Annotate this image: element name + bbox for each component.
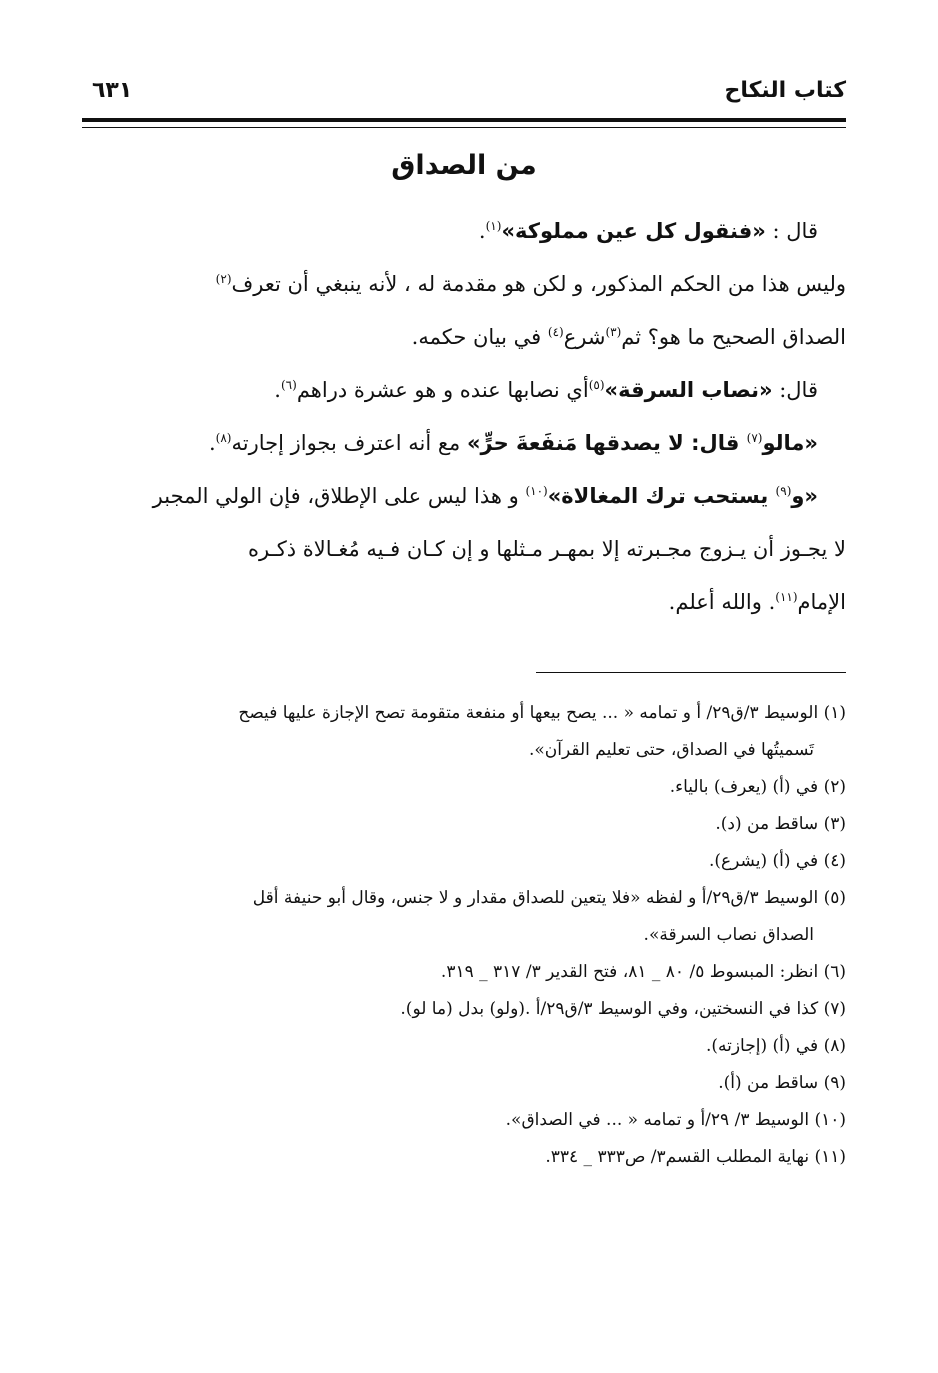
- text-line: [82, 523, 846, 576]
- footnote-ref: (٩): [775, 484, 792, 498]
- text-span: .: [478, 219, 486, 243]
- text-span: شرع: [563, 325, 606, 349]
- text-span: مع أنه اعترف بجواز إجارته: [231, 431, 467, 455]
- footnote-ref: (١٠): [525, 484, 548, 498]
- footnote-ref: (١): [485, 219, 502, 233]
- text-span: .: [208, 431, 216, 455]
- chapter-title: كتاب النكاح: [724, 78, 846, 103]
- quoted-matn: «و: [791, 484, 818, 508]
- footnote-ref: (٧): [746, 431, 763, 445]
- footnote: (٨) في (أ) (إجازته).: [705, 1036, 846, 1056]
- text-span: . والله أعلم.: [668, 590, 776, 614]
- footnote-separator: [536, 672, 846, 673]
- footnote-ref: (٦): [280, 378, 297, 392]
- text-span: الإمام: [797, 590, 846, 614]
- footnote: (٤) في (أ) (يشرع).: [709, 851, 846, 871]
- text-span: أي نصابها عنده و هو عشرة دراهم: [296, 378, 589, 402]
- text-line: [82, 470, 846, 523]
- text-line: [82, 311, 846, 364]
- header-rule-thin: [82, 127, 846, 128]
- footnote-ref: (٨): [215, 431, 232, 445]
- section-title: من الصداق: [391, 150, 537, 181]
- text-span: قال :: [765, 219, 818, 243]
- page-number: ٦٣١: [92, 78, 133, 103]
- footnote-ref: (٤): [547, 325, 564, 339]
- running-header: [82, 78, 846, 112]
- footnote: (١٠) الوسيط ٣/ ٢٩/أ و تمامه « ... في الصداق».: [505, 1110, 846, 1130]
- footnote: (٦) انظر: المبسوط ٥/ ٨٠ _ ٨١، فتح القدير ٣/ ٣١٧ _ ٣١٩.: [440, 962, 846, 982]
- footnote-ref: (١١): [775, 590, 798, 604]
- footnote: (٥) الوسيط ٣/ق٢٩/أ و لفظه «فلا يتعين للصداق مقدار و لا جنس، وقال أبو حنيفة أقل: [252, 888, 846, 908]
- quoted-matn: «نصاب السرقة»: [604, 378, 773, 402]
- text-line: [82, 576, 846, 629]
- text-line: [82, 364, 846, 417]
- text-span: .: [274, 378, 281, 402]
- text-span: قال:: [772, 378, 818, 402]
- footnote: (٧) كذا في النسختين، وفي الوسيط ٣/ق٢٩/أ .(ولو) بدل (ما لو).: [400, 999, 846, 1019]
- quoted-matn: «مالو: [762, 431, 818, 455]
- footnote-ref: (٣): [605, 325, 622, 339]
- footnote-ref: (٥): [588, 378, 605, 392]
- footnotes: [82, 695, 846, 1176]
- quoted-matn: قال: لا يصدقها مَنفَعةَ حرٍّ»: [466, 431, 747, 455]
- footnote: (٣) ساقط من (د).: [715, 814, 846, 834]
- quoted-matn: يستحب ترك المغالاة»: [547, 484, 776, 508]
- text-line: [82, 258, 846, 311]
- footnote-ref: (٢): [215, 272, 232, 286]
- main-text: [82, 205, 846, 629]
- text-span: وليس هذا من الحكم المذكور، و لكن هو مقدمة له ، لأنه ينبغي أن تعرف: [231, 272, 846, 296]
- footnote: (٢) في (أ) (يعرف) بالياء.: [669, 777, 846, 797]
- footnote: (١١) نهاية المطلب القسم٣/ ص٣٣٣ _ ٣٣٤.: [545, 1147, 846, 1167]
- text-line: [82, 205, 846, 258]
- footnote-continuation: الصداق نصاب السرقة».: [643, 925, 814, 945]
- text-line: [82, 417, 846, 470]
- footnote-continuation: تَسميتُها في الصداق، حتى تعليم القرآن».: [529, 740, 814, 760]
- footnote: (٩) ساقط من (أ).: [718, 1073, 846, 1093]
- header-rule-thick: [82, 118, 846, 122]
- text-span: و هذا ليس على الإطلاق، فإن الولي المجبر: [152, 484, 526, 508]
- text-span: في بيان حكمه.: [411, 325, 548, 349]
- quoted-matn: «فنقول كل عين مملوكة»: [501, 219, 766, 243]
- footnote: (١) الوسيط ٣/ق٢٩/ أ و تمامه « ... يصح بيعها أو منفعة متقومة تصح الإجازة عليها فيصح: [238, 703, 846, 723]
- text-span: الصداق الصحيح ما هو؟ ثم: [621, 325, 846, 349]
- text-span: لا يجـوز أن يـزوج مجـبرته إلا بمهـر مـثلها و إن كـان فـيه مُغـالاة ذكـره: [248, 537, 846, 561]
